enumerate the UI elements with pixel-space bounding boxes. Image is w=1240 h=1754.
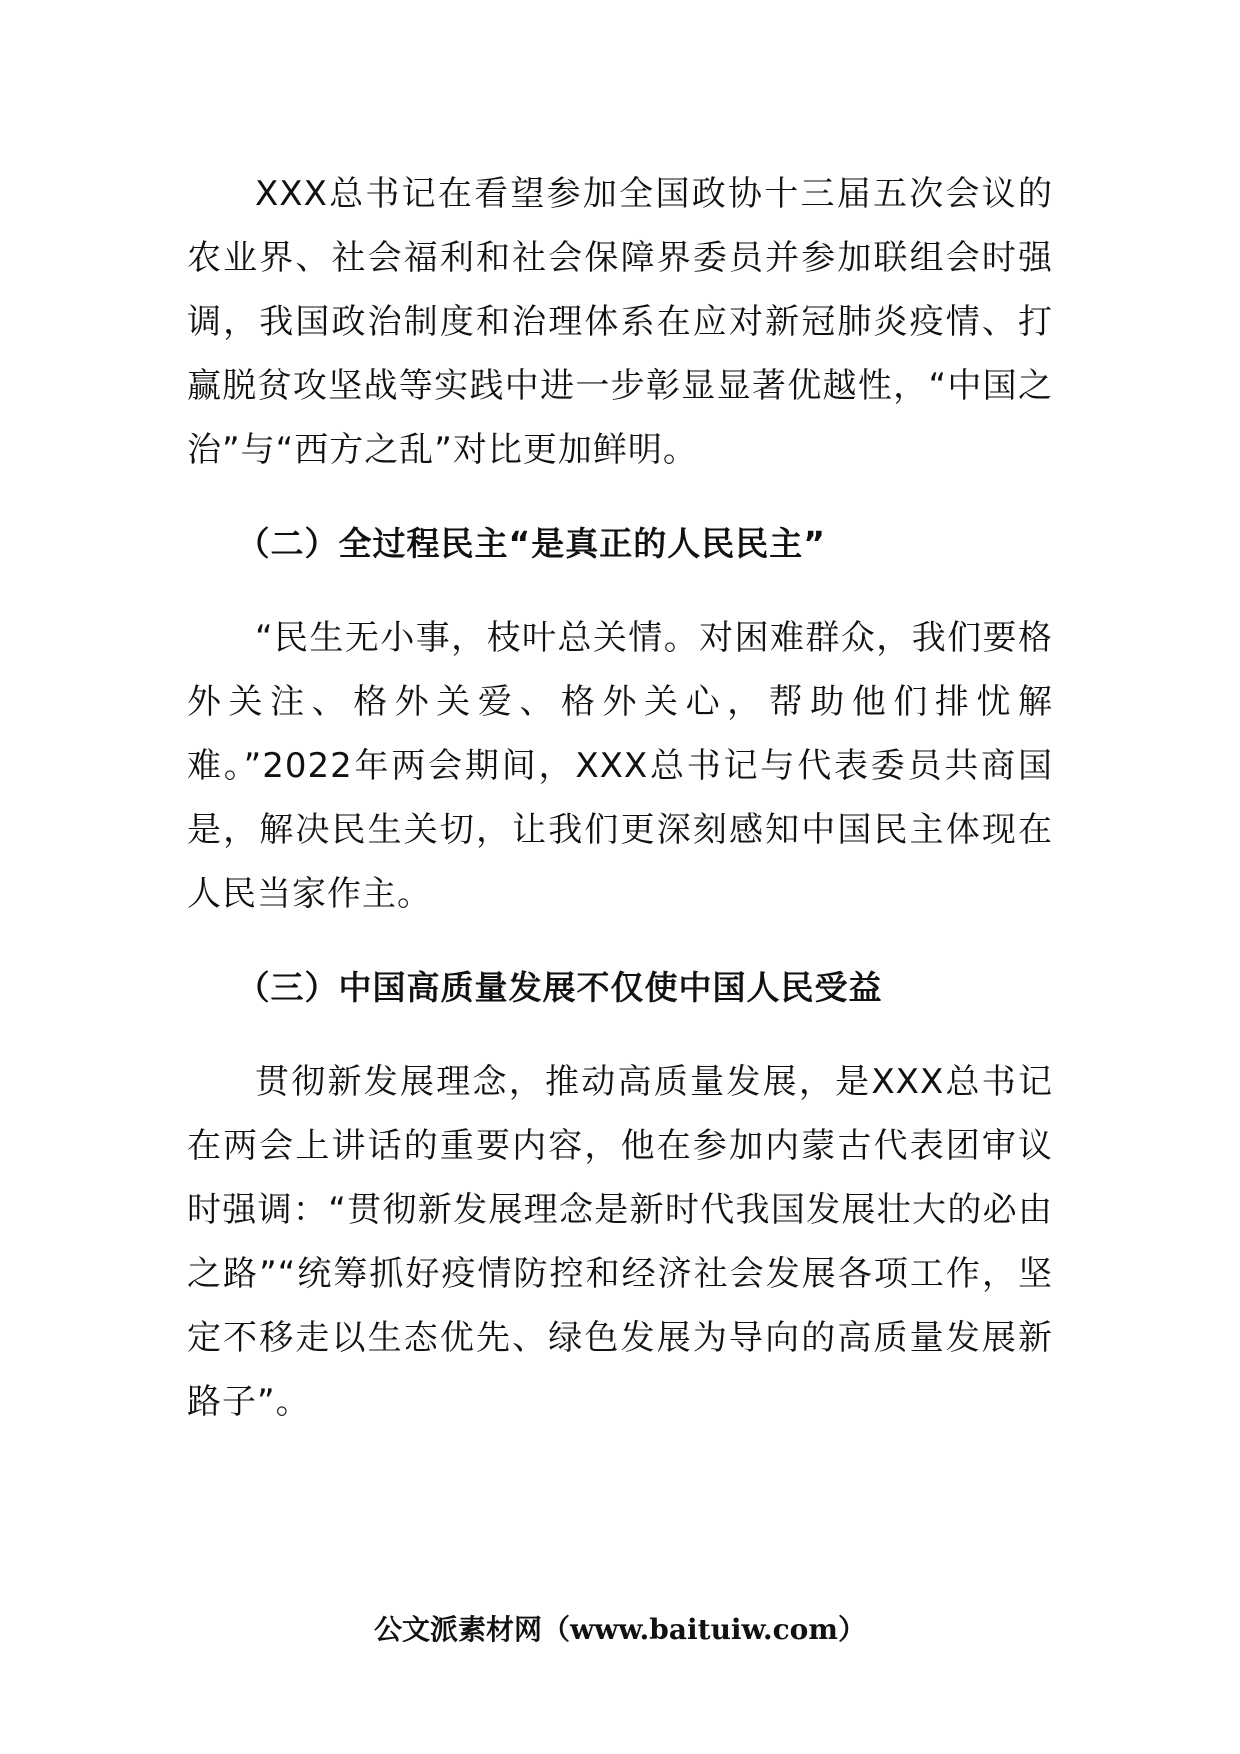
section-heading-3: （三）中国高质量发展不仅使中国人民受益	[236, 968, 883, 1007]
paragraph-3: 贯彻新发展理念，推动高质量发展，是XXX总书记在两会上讲话的重要内容，他在参加内蒙古代表团审议时强调：“贯彻新发展理念是新时代我国发展壮大的必由之路”“统筹抓好疫情防控和经济社会发展各项工作，坚定不移走以生态优先、绿色发展为导向的高质量发展新路子”。	[187, 1062, 1053, 1422]
paragraph-2: “民生无小事，枝叶总关情。对困难群众，我们要格外关注、格外关爱、格外关心，帮助他们排忧解难。”2022年两会期间，XXX总书记与代表委员共商国是，解决民生关切，让我们更深刻感知中国民主体现在人民当家作主。	[187, 618, 1053, 914]
section-heading-2: （二）全过程民主“是真正的人民民主”	[236, 524, 826, 563]
paragraph-1: XXX总书记在看望参加全国政协十三届五次会议的农业界、社会福利和社会保障界委员并参加联组会时强调，我国政治制度和治理体系在应对新冠肺炎疫情、打赢脱贫攻坚战等实践中进一步彰显显著优越性，“中国之治”与“西方之乱”对比更加鲜明。	[187, 174, 1053, 470]
page-footer-source: 公文派素材网（www.baituiw.com）	[374, 1613, 866, 1646]
document-body	[187, 162, 1053, 1434]
